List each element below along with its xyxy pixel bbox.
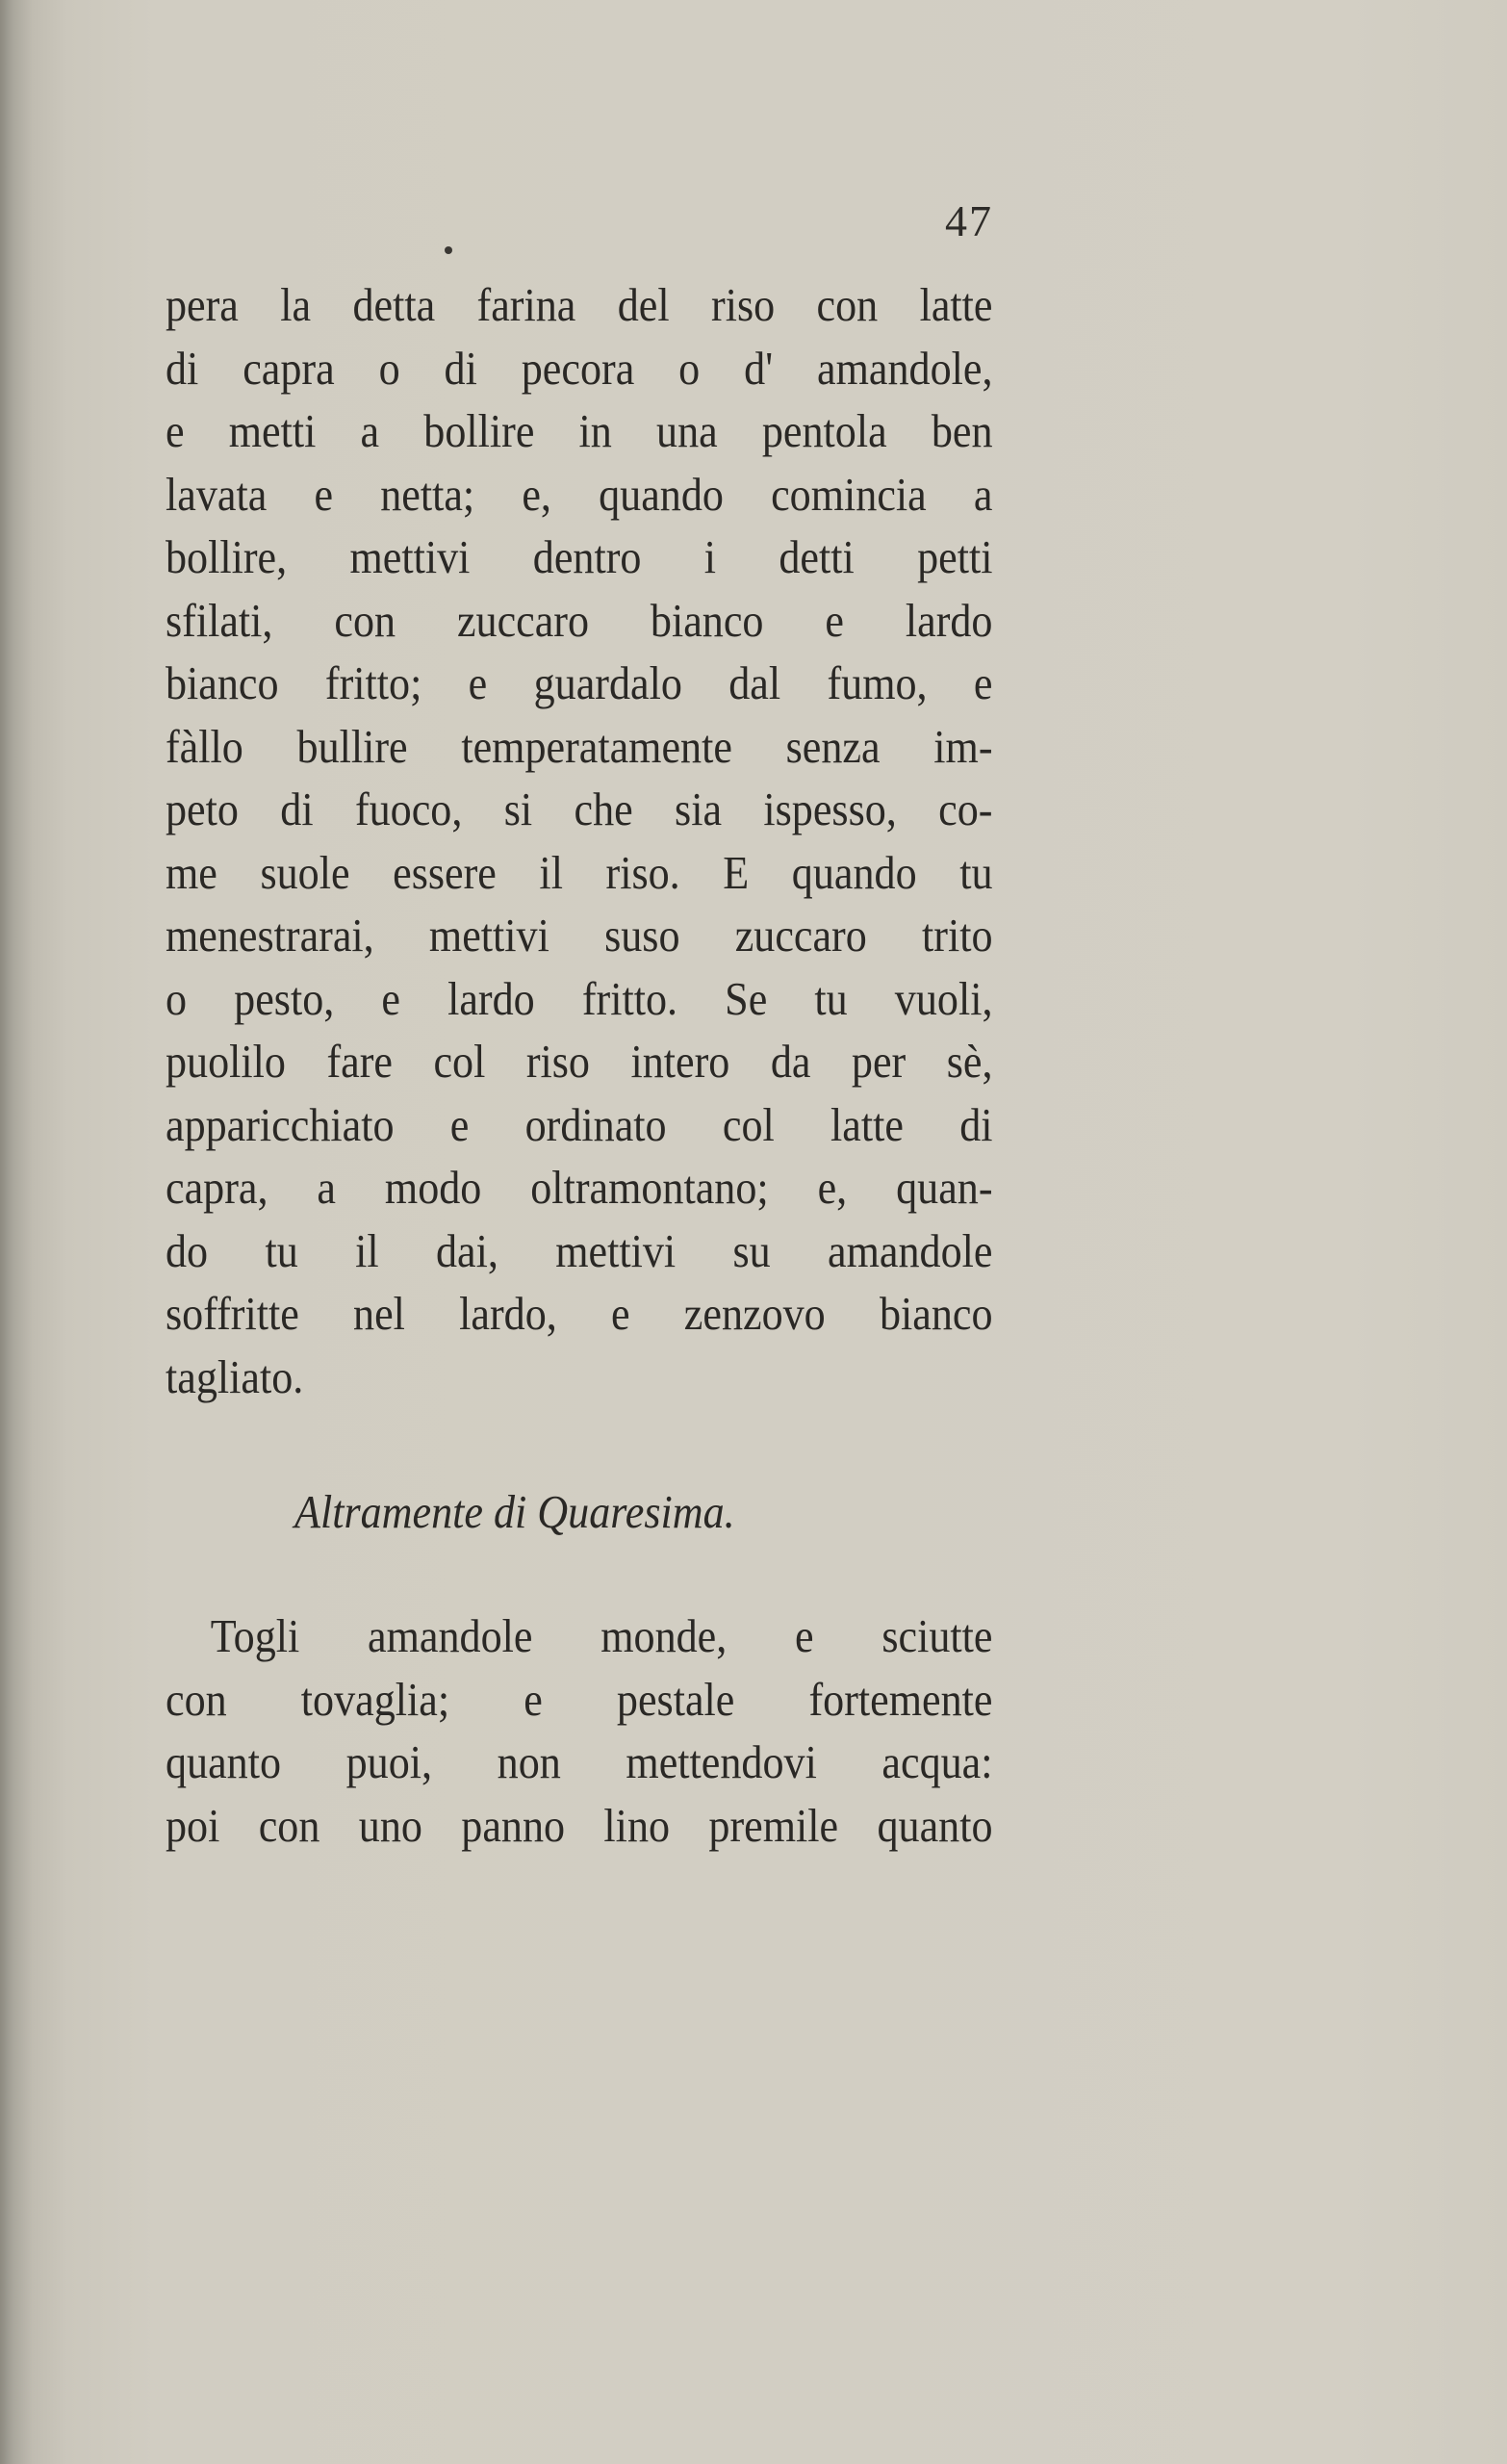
text-line: quanto puoi, non mettendovi acqua: [166, 1735, 993, 1788]
text-line: apparicchiato e ordinato col latte di [166, 1097, 993, 1151]
text-line: fàllo bullire temperatamente senza im- [166, 719, 993, 773]
text-line: do tu il dai, mettivi su amandole [166, 1223, 993, 1277]
text-line: lavata e netta; e, quando comincia a [166, 467, 993, 521]
text-line: puolilo fare col riso intero da per sè, [166, 1035, 993, 1088]
page-number: 47 [945, 196, 993, 245]
text-line: capra, a modo oltramontano; e, quan- [166, 1161, 993, 1214]
text-line: menestrarai, mettivi suso zuccaro trito [166, 909, 993, 962]
section-heading: Altramente di Quaresima. [294, 1485, 735, 1538]
ink-speck [445, 246, 452, 254]
paragraph-2 [166, 1604, 993, 1857]
text-line: soffritte nel lardo, e zenzovo bianco [166, 1287, 993, 1340]
text-line: tagliato. [166, 1349, 304, 1403]
paragraph-1 [166, 273, 993, 1408]
text-line: peto di fuoco, si che sia ispesso, co- [166, 783, 993, 835]
text-line: poi con uno panno lino premile quanto [166, 1798, 993, 1852]
text-line: me suole essere il riso. E quando tu [166, 845, 993, 899]
text-line: pera la detta farina del riso con latte [166, 278, 993, 331]
text-line: di capra o di pecora o d' amandole, [166, 341, 993, 395]
text-line: sfilati, con zuccaro bianco e lardo [166, 593, 993, 647]
text-line: con tovaglia; e pestale fortemente [166, 1672, 993, 1726]
text-line: bollire, mettivi dentro i detti petti [166, 530, 993, 583]
text-line: e metti a bollire in una pentola ben [166, 404, 993, 457]
text-line: o pesto, e lardo fritto. Se tu vuoli, [166, 971, 993, 1025]
text-line: Togli amandole monde, e sciutte [210, 1609, 993, 1662]
text-line: bianco fritto; e guardalo dal fumo, e [166, 656, 993, 709]
